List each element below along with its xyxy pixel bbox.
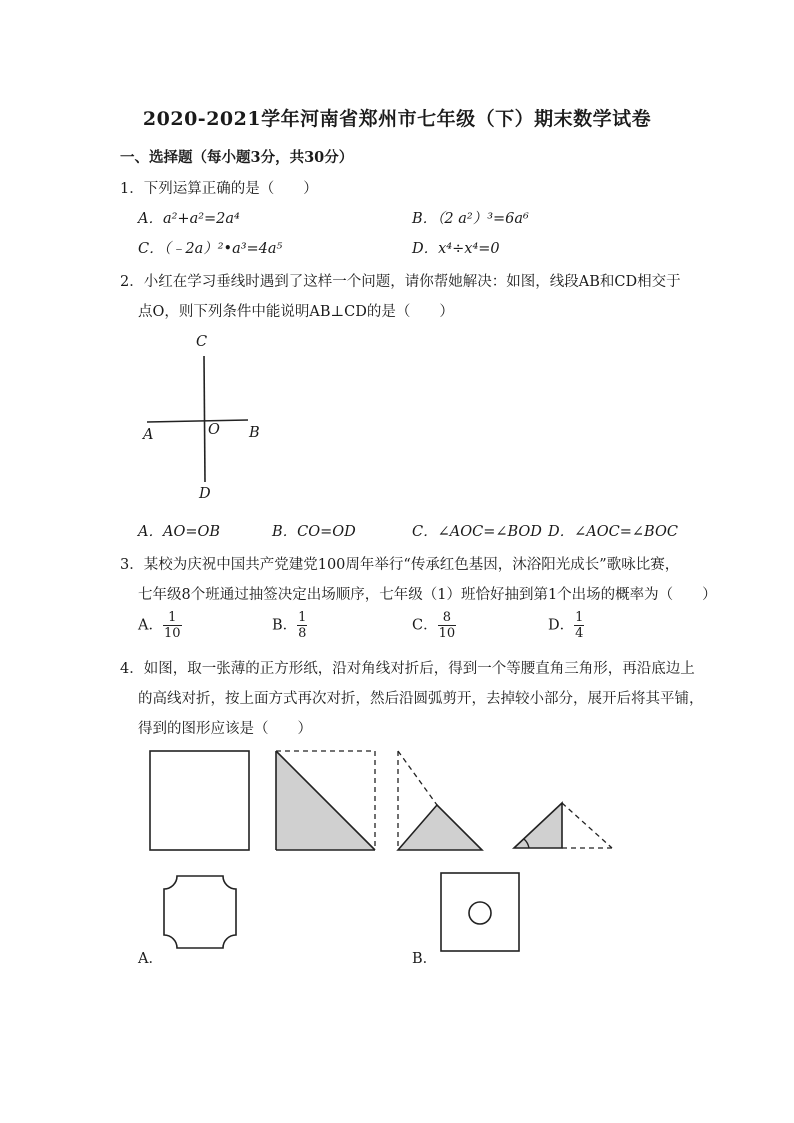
q3-option-c-numerator: 8 [438, 610, 457, 626]
q3-option-d [548, 610, 584, 641]
q3-option-c-fraction [438, 610, 457, 641]
q2-option-c: C．∠AOC=∠BOD [412, 524, 542, 540]
q2-intersecting-lines-figure [130, 330, 290, 510]
q3-stem-line1: 3．某校为庆祝中国共产党建党100周年举行“传承红色基因，沐浴阳光成长”歌咏比赛， [120, 557, 680, 573]
label-point-a: A [143, 427, 154, 443]
step4-dashed-hypotenuse [562, 803, 612, 848]
label-point-b: B [249, 425, 260, 441]
page-title: 2020-2021学年河南省郑州市七年级（下）期末数学试卷 [142, 108, 652, 130]
q3-option-a [138, 610, 182, 641]
q4-option-a-shape [160, 872, 260, 957]
q1-option-a: A．a²+a²=2a⁴ [138, 211, 240, 227]
q3-option-b-fraction [297, 610, 307, 641]
q3-option-a-denominator: 10 [163, 626, 181, 641]
q3-option-a-label: A． [138, 617, 163, 634]
label-point-c: C [196, 334, 208, 350]
q4-stem-line3: 得到的图形应该是（ ） [138, 721, 312, 737]
section-heading: 一、选择题（每小题3分，共30分） [120, 149, 354, 166]
step1-square [150, 751, 249, 850]
q3-stem-line2: 七年级8个班通过抽签决定出场顺序，七年级（1）班恰好抽到第1个出场的概率为（ ） [138, 587, 717, 603]
option-b-circle-hole [469, 902, 491, 924]
q3-option-c [412, 610, 456, 641]
q3-option-c-denominator: 10 [438, 626, 456, 641]
q4-stem-line2: 的高线对折，按上面方式再次对折，然后沿圆弧剪开，去掉较小部分，展开后将其平铺， [138, 691, 704, 707]
segment-ab [147, 420, 248, 422]
q1-option-d: D．x⁴÷x⁴=0 [412, 241, 500, 257]
q3-option-b-denominator: 8 [298, 626, 307, 641]
q4-stem-line1: 4．如图，取一张薄的正方形纸，沿对角线对折后，得到一个等腰直角三角形，再沿底边上 [120, 661, 695, 677]
q4-option-b-label: B． [412, 951, 438, 967]
step4-shaded-triangle [514, 803, 562, 848]
step3-dashed-diagonal [398, 751, 437, 805]
q3-option-d-numerator: 1 [575, 610, 584, 625]
q3-option-d-label: D． [548, 617, 575, 634]
segment-cd [204, 356, 205, 482]
option-a-outline [164, 876, 236, 948]
q2-stem-line2: 点O，则下列条件中能说明AB⊥CD的是（ ） [138, 304, 454, 320]
label-point-o: O [208, 422, 220, 438]
q2-option-a: A．AO=OB [138, 524, 221, 540]
step3-shaded-triangle [398, 805, 482, 850]
q3-option-a-numerator: 1 [163, 610, 182, 626]
q4-folding-steps-figure [140, 745, 620, 860]
q3-option-d-denominator: 4 [575, 626, 584, 641]
q3-option-d-fraction [574, 610, 584, 641]
q3-option-a-fraction [163, 610, 182, 641]
q3-option-b-numerator: 1 [298, 610, 307, 625]
label-point-d: D [199, 486, 211, 502]
q3-option-c-label: C． [412, 617, 438, 634]
q4-option-a-label: A． [138, 951, 163, 967]
q4-option-b-shape [440, 872, 530, 957]
q1-option-b: B．（2 a²）³=6a⁶ [412, 211, 529, 227]
q3-option-b [272, 610, 307, 641]
q3-option-b-label: B． [272, 617, 298, 634]
q1-option-c: C．（﹣2a）²•a³=4a⁵ [138, 241, 283, 257]
q2-option-d: D．∠AOC=∠BOC [548, 524, 678, 540]
q1-stem: 1．下列运算正确的是（ ） [120, 181, 318, 197]
option-b-square [441, 873, 519, 951]
q2-option-b: B．CO=OD [272, 524, 356, 540]
q2-stem-line1: 2．小红在学习垂线时遇到了这样一个问题，请你帮她解决：如图，线段AB和CD相交于 [120, 274, 681, 290]
